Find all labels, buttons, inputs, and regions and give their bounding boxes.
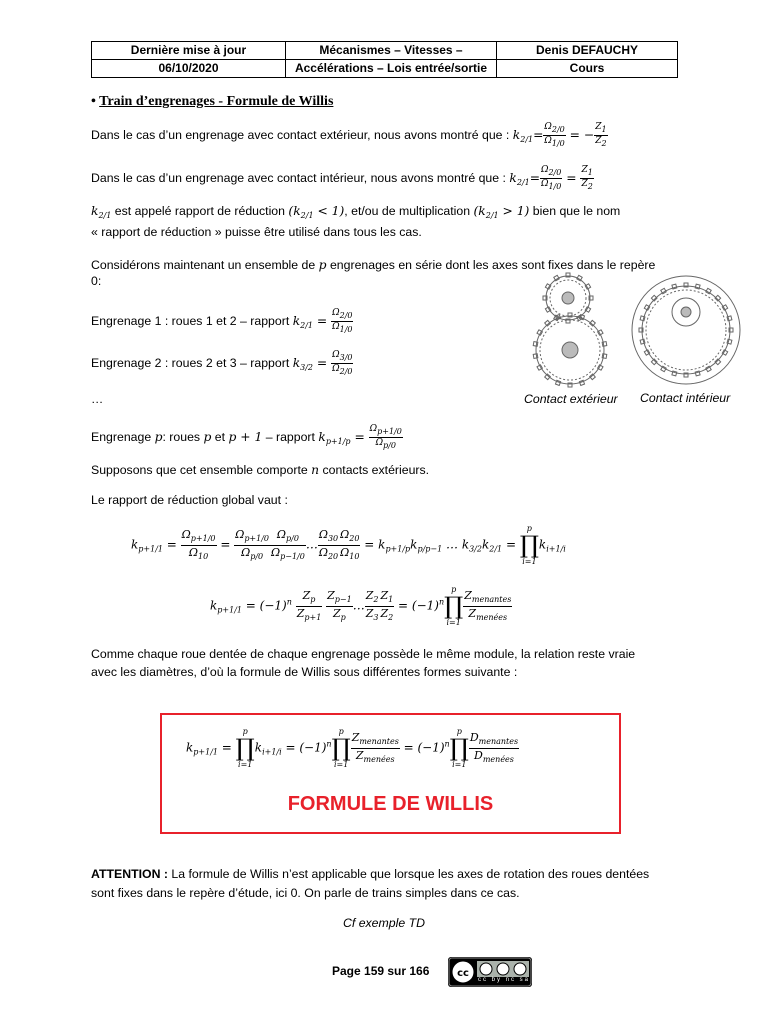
ratio-def-b: , et/ou de multiplication bbox=[344, 204, 471, 218]
cc-license-badge bbox=[448, 957, 532, 987]
caption-interior: Contact intérieur bbox=[640, 391, 731, 405]
attention-label: ATTENTION : bbox=[91, 867, 168, 881]
gear2-text: Engrenage 2 : roues 2 et 3 – rapport bbox=[91, 355, 290, 370]
topic-line2: Accélérations – Lois entrée/sortie bbox=[286, 60, 497, 78]
author: Denis DEFAUCHY bbox=[497, 42, 678, 60]
equation-global-ratio: $k_{p+1/1}$ = $\frac{\Omega_{p+1/0}}{\Omega_{10}}$ = $\frac{\Omega_{p+1/0}}{\Omega_{p/0}}$ $\frac{\Omega_{p/0}}{\Omega_{p-1/0}}$ … $\frac{\Omega_{30}}{\Omega_{20}}$ $\frac{\Omega_{20}}{\Omega_{10}}$ = $k_{p+1/p}k_{p/p-1}$ … $k_{3/2}k_{2/1}$ = p ∏ i=1 $k_{i+1/i}$ bbox=[131, 524, 566, 566]
exterior-gears-figure bbox=[528, 270, 618, 390]
ratio-definition: $k_{2/1}$ est appelé rapport de réduction $(k_{2/1} < 1)$, et/ou de multiplication $(k_{2/1} > 1)$ bien que le nom bbox=[91, 204, 621, 220]
exterior-paragraph: Dans le cas d’un engrenage avec contact extérieur, nous avons montré que : $k_{2/1}=$ $\frac{\Omega_{2/0}}{\Omega_{1/0}}$ = − $\frac{Z_1}{Z_2}$ bbox=[91, 122, 607, 148]
svg-text:cc: cc bbox=[457, 968, 469, 979]
doc-type: Cours bbox=[497, 60, 678, 78]
gear1-text: Engrenage 1 : roues 1 et 2 – rapport bbox=[91, 313, 290, 328]
module-line2: avec les diamètres, d’où la formule de Willis sous différentes formes suivante : bbox=[91, 665, 518, 679]
consider-line2: 0: bbox=[91, 274, 102, 288]
updated-label: Dernière mise à jour bbox=[92, 42, 286, 60]
suppose-a: Supposons que cet ensemble comporte bbox=[91, 463, 308, 477]
suppose-b: contacts extérieurs. bbox=[322, 463, 430, 477]
gearp-c: et bbox=[214, 429, 226, 444]
section-title-text: Train d’engrenages - Formule de Willis bbox=[99, 94, 334, 109]
topic-line1: Mécanismes – Vitesses – bbox=[286, 42, 497, 60]
attention-line2: sont fixes dans le repère d’étude, ici 0. On parle de trains simples dans ce cas. bbox=[91, 886, 520, 900]
ellipsis-line: … bbox=[91, 392, 104, 406]
caption-exterior: Contact extérieur bbox=[524, 392, 618, 406]
willis-box bbox=[160, 713, 621, 834]
cf-td: Cf exemple TD bbox=[342, 916, 425, 930]
gearp-line: Engrenage p: roues p et p + 1 – rapport $k_{p+1/p}$ = $\frac{\Omega_{p+1/0}}{\Omega_{p/0}}$ bbox=[91, 424, 402, 450]
interior-text: Dans le cas d’un engrenage avec contact intérieur, nous avons montré que : bbox=[91, 170, 506, 185]
suppose-line: Supposons que cet ensemble comporte n contacts extérieurs. bbox=[91, 463, 430, 477]
consider-paragraph: Considérons maintenant un ensemble de p engrenages en série dont les axes sont fixes dans le repère bbox=[91, 258, 656, 272]
exterior-text: Dans le cas d’un engrenage avec contact extérieur, nous avons montré que : bbox=[91, 127, 510, 142]
consider-b: engrenages en série dont les axes sont fixes dans le repère bbox=[329, 258, 656, 272]
page-number: Page 159 sur 166 bbox=[332, 964, 430, 978]
interior-gears-figure bbox=[628, 274, 744, 386]
cc-license-text: cc by nc sa bbox=[478, 977, 531, 983]
ratio-def-a: est appelé rapport de réduction bbox=[114, 204, 285, 218]
attention-text1: La formule de Willis n’est applicable que lorsque les axes de rotation des roues dentées bbox=[171, 867, 650, 881]
ratio-def-c: bien que le nom bbox=[532, 204, 621, 218]
consider-a: Considérons maintenant un ensemble de bbox=[91, 258, 316, 272]
interior-paragraph: Dans le cas d’un engrenage avec contact intérieur, nous avons montré que : $k_{2/1}=$ $\frac{\Omega_{2/0}}{\Omega_{1/0}}$ = $\frac{Z_1}{Z_2}$ bbox=[91, 165, 593, 191]
attention-line1 bbox=[91, 866, 649, 882]
gearp-b: : roues bbox=[162, 429, 201, 444]
gearp-a: Engrenage bbox=[91, 429, 152, 444]
gear2-line: Engrenage 2 : roues 2 et 3 – rapport $k_{3/2}$ = $\frac{\Omega_{3/0}}{\Omega_{2/0}}$ bbox=[91, 350, 353, 376]
header-table bbox=[91, 41, 678, 78]
global-line: Le rapport de réduction global vaut : bbox=[91, 493, 288, 507]
gear1-line: Engrenage 1 : roues 1 et 2 – rapport $k_{2/1}$ = $\frac{\Omega_{2/0}}{\Omega_{1/0}}$ bbox=[91, 308, 353, 334]
module-line1: Comme chaque roue dentée de chaque engrenage possède le même module, la relation reste vraie bbox=[91, 647, 636, 661]
willis-title: FORMULE DE WILLIS bbox=[287, 793, 494, 815]
willis-equation: $k_{p+1/1}$ = p ∏ i=1 $k_{i+1/i} = (-1)^n$ p ∏ i=1 $\frac{Z_{menantes}}{Z_{menées}}$ = $(-1)^n$ p ∏ i=1 $\frac{D_{menantes}}{D_{menées}}$ bbox=[186, 727, 519, 769]
updated-date: 06/10/2020 bbox=[92, 60, 286, 78]
equation-teeth: $k_{p+1/1} = (-1)^n$ $\frac{Z_p}{Z_{p+1}}$ $\frac{Z_{p-1}}{Z_p}$ … $\frac{Z_2}{Z_3}$ $\frac{Z_1}{Z_2}$ = $(-1)^n$ p ∏ i=1 $\frac{Z_{menantes}}{Z_{menées}}$ bbox=[210, 585, 512, 627]
gearp-d: – rapport bbox=[265, 429, 315, 444]
bullet: • bbox=[91, 94, 96, 109]
ratio-def-line2: « rapport de réduction » puisse être utilisé dans tous les cas. bbox=[91, 225, 422, 239]
section-title bbox=[91, 94, 333, 110]
